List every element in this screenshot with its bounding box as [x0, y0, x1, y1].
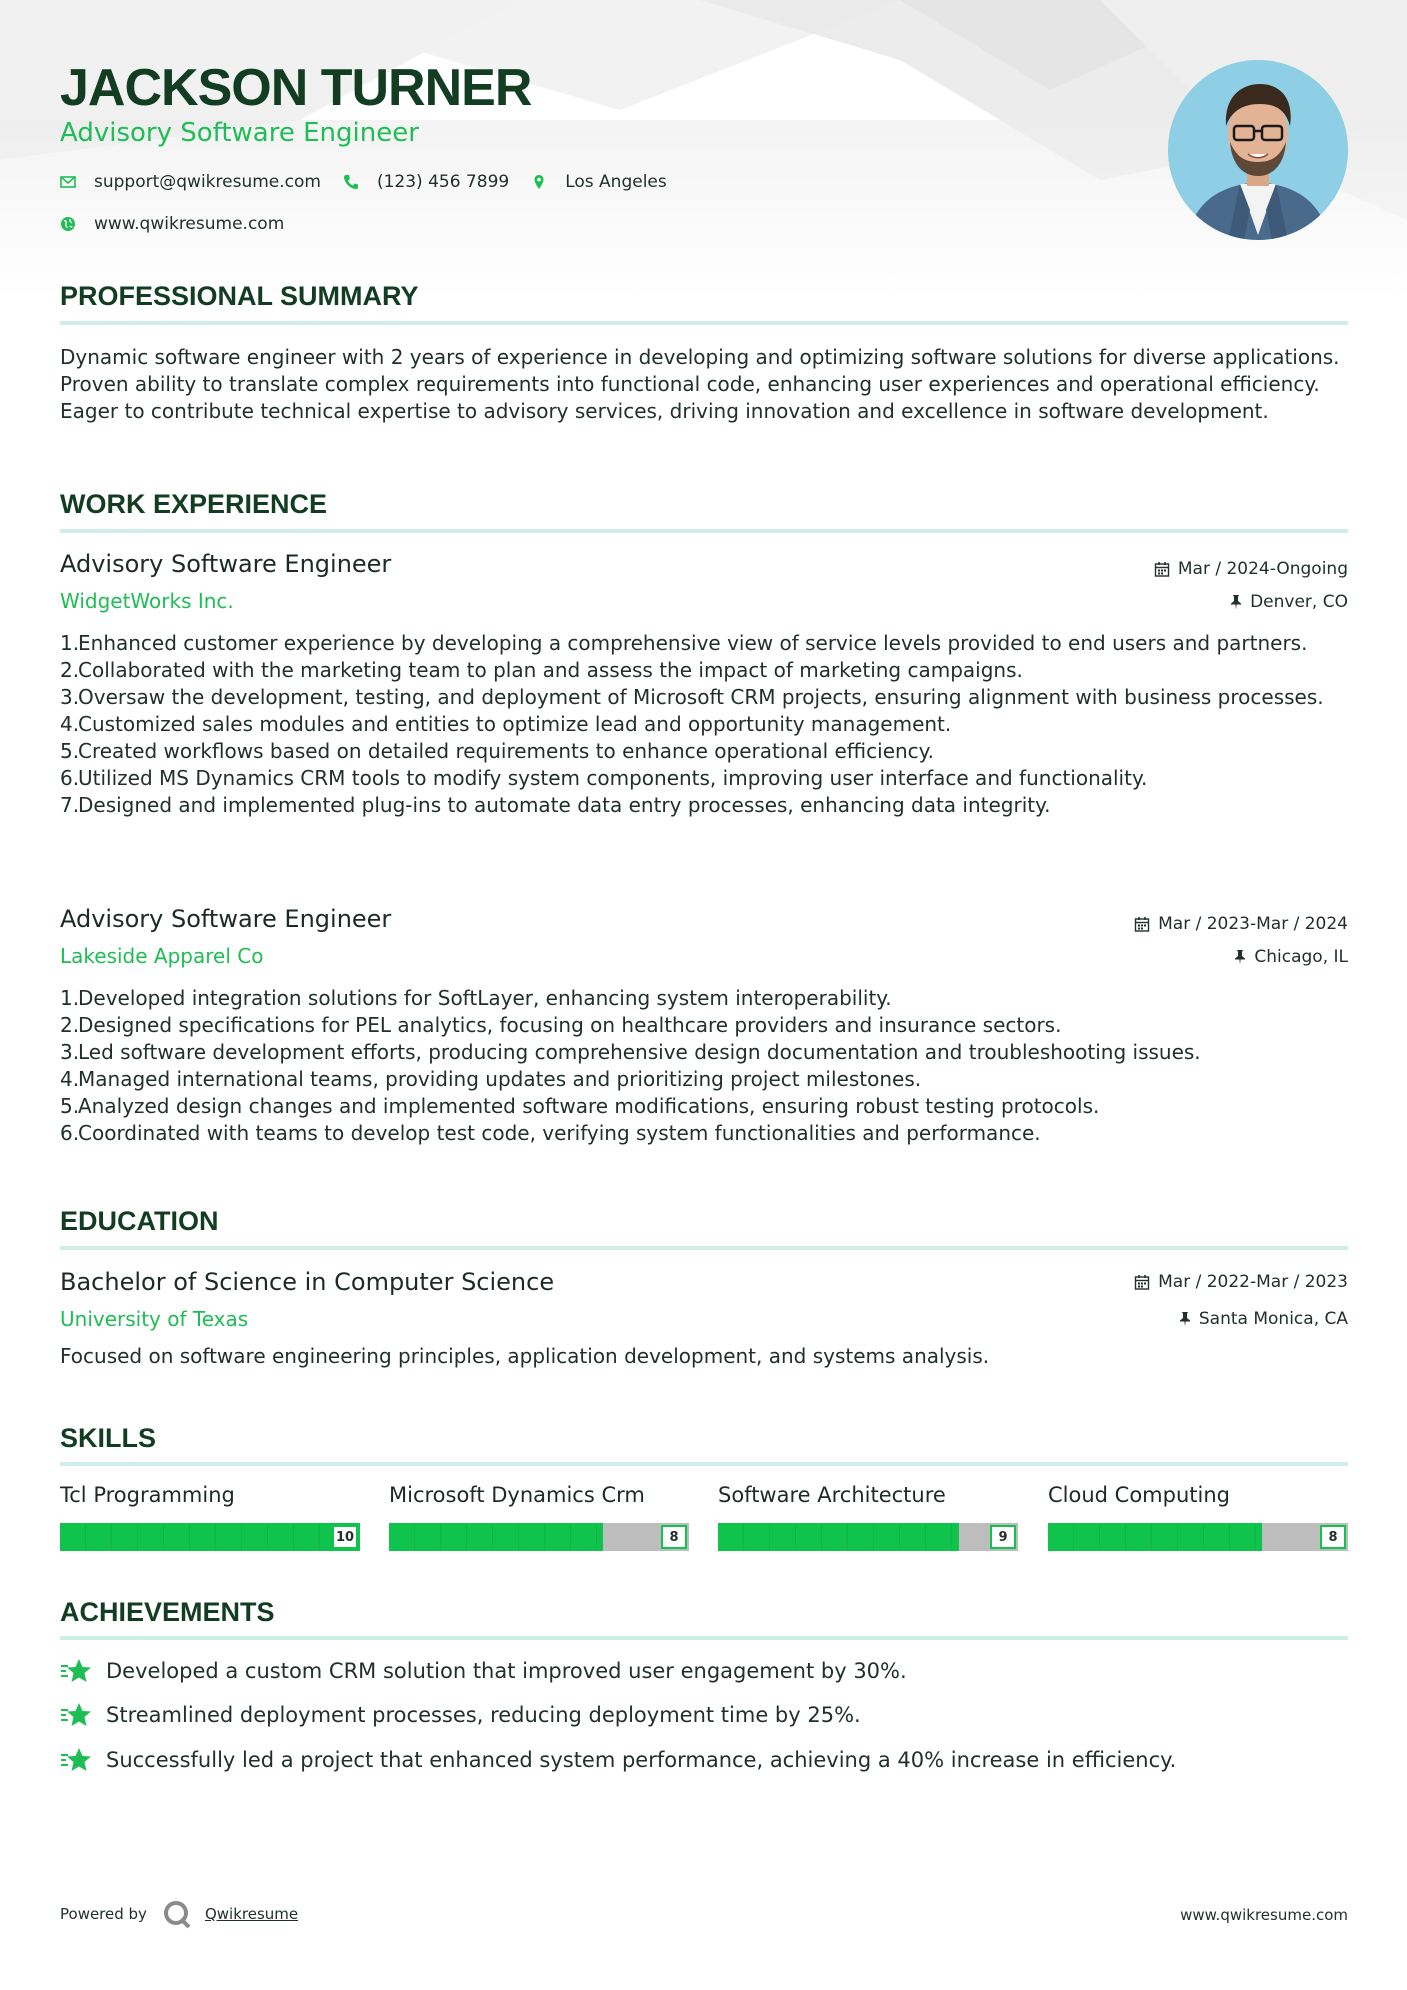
calendar-icon: [1134, 1274, 1150, 1290]
list-item: 3. Led software development efforts, producing comprehensive design documentation and troubleshooting issues.: [60, 1040, 1201, 1064]
footer-powered-by: [60, 1898, 298, 1930]
footer-website[interactable]: www.qwikresume.com: [1180, 1906, 1348, 1924]
skill-name: Software Architecture: [718, 1483, 946, 1507]
skill-meter-fill: [389, 1523, 603, 1551]
location-text: Los Angeles: [565, 172, 667, 192]
skill-item: [389, 1483, 689, 1551]
skill-name: Tcl Programming: [60, 1483, 235, 1507]
experience-heading: WORK EXPERIENCE: [60, 489, 328, 519]
job-location-text: Denver, CO: [1250, 592, 1348, 612]
envelope-icon: [60, 174, 76, 190]
pushpin-icon: [1234, 949, 1246, 965]
achievement-text: Successfully led a project that enhanced system performance, achieving a 40% increase in efficiency.: [106, 1748, 1177, 1772]
list-item: 6. Coordinated with teams to develop test code, verifying system functionalities and performance.: [60, 1121, 1041, 1145]
pushpin-icon: [1230, 594, 1242, 610]
job-location-text: Chicago, IL: [1254, 947, 1348, 967]
pushpin-icon: [1179, 1311, 1191, 1327]
list-item: 1. Developed integration solutions for SoftLayer, enhancing system interoperability.: [60, 986, 892, 1010]
achievement-text: Streamlined deployment processes, reducing deployment time by 25%.: [106, 1703, 861, 1727]
star-icon: [60, 1702, 92, 1728]
skill-level-badge: 10: [332, 1525, 358, 1549]
achievements-divider: [60, 1636, 1348, 1640]
skill-meter: [1048, 1523, 1348, 1551]
job-dates-text: Mar / 2024-Ongoing: [1177, 559, 1348, 579]
job-dates-text: Mar / 2023-Mar / 2024: [1158, 914, 1348, 934]
education-divider: [60, 1246, 1348, 1250]
skill-item: [718, 1483, 1018, 1551]
qwikresume-logo-icon: [161, 1898, 193, 1930]
job-location: [1234, 947, 1348, 967]
skill-level-badge: 8: [661, 1525, 687, 1549]
job-location: [1230, 592, 1348, 612]
job-dates: [1154, 559, 1348, 579]
phone-icon: [343, 174, 359, 190]
powered-by-label: Powered by: [60, 1905, 147, 1923]
skill-meter-fill: [60, 1523, 360, 1551]
summary-divider: [60, 321, 1348, 325]
job-title: Advisory Software Engineer: [60, 550, 392, 578]
email-text[interactable]: support@qwikresume.com: [94, 172, 321, 192]
list-item: 6. Utilized MS Dynamics CRM tools to modify system components, improving user interface and functionality.: [60, 766, 1148, 790]
contact-row: [60, 172, 689, 192]
skill-meter: [60, 1523, 360, 1551]
job-company: Lakeside Apparel Co: [60, 944, 264, 968]
education-dates-text: Mar / 2022-Mar / 2023: [1158, 1272, 1348, 1292]
globe-icon: [60, 216, 76, 232]
achievement-item: [60, 1702, 861, 1728]
job-company: WidgetWorks Inc.: [60, 589, 234, 613]
skill-name: Cloud Computing: [1048, 1483, 1230, 1507]
job-dates: [1134, 914, 1348, 934]
summary-text: Dynamic software engineer with 2 years of experience in developing and optimizing software solutions for diverse applications. Proven ability to translate complex requirements into functional code, enhancing user experiences and operational efficiency. Eager to contribute technical expertise to advisory services, driving innovation and excellence in software development.: [60, 345, 1340, 423]
candidate-name: JACKSON TURNER: [60, 59, 532, 117]
list-item: 7. Designed and implemented plug-ins to automate data entry processes, enhancing data integrity.: [60, 793, 1051, 817]
website-item[interactable]: [60, 214, 284, 234]
education-location: [1179, 1309, 1348, 1329]
job-bullets: [60, 985, 1350, 1147]
star-icon: [60, 1658, 92, 1684]
skill-meter: [718, 1523, 1018, 1551]
achievements-heading: ACHIEVEMENTS: [60, 1597, 275, 1627]
education-dates: [1134, 1272, 1348, 1292]
star-icon: [60, 1747, 92, 1773]
list-item: 4. Customized sales modules and entities to optimize lead and opportunity management.: [60, 712, 952, 736]
email-item[interactable]: [60, 172, 321, 192]
website-text[interactable]: www.qwikresume.com: [94, 214, 285, 234]
job-bullets: [60, 630, 1350, 819]
job-title: Advisory Software Engineer: [60, 905, 392, 933]
skill-name: Microsoft Dynamics Crm: [389, 1483, 645, 1507]
skills-heading: SKILLS: [60, 1423, 157, 1453]
map-pin-icon: [531, 174, 547, 190]
education-location-text: Santa Monica, CA: [1198, 1309, 1348, 1329]
achievement-item: [60, 1658, 907, 1684]
achievement-item: [60, 1747, 1176, 1773]
list-item: 3. Oversaw the development, testing, and deployment of Microsoft CRM projects, ensuring alignment with business processes.: [60, 685, 1324, 709]
phone-text: (123) 456 7899: [376, 172, 510, 192]
list-item: 5. Analyzed design changes and implemented software modifications, ensuring robust testing protocols.: [60, 1094, 1100, 1118]
phone-item[interactable]: [343, 172, 509, 192]
list-item: 2. Collaborated with the marketing team to plan and assess the impact of marketing campaigns.: [60, 658, 1023, 682]
list-item: 1. Enhanced customer experience by developing a comprehensive view of service levels provided to end users and partners.: [60, 631, 1308, 655]
achievement-text: Developed a custom CRM solution that improved user engagement by 30%.: [106, 1659, 907, 1683]
location-item: [531, 172, 667, 192]
education-description: Focused on software engineering principles, application development, and systems analysis.: [60, 1344, 990, 1368]
skill-meter: [389, 1523, 689, 1551]
skills-divider: [60, 1462, 1348, 1466]
qwikresume-link[interactable]: Qwikresume: [204, 1905, 299, 1923]
skill-meter-fill: [718, 1523, 959, 1551]
degree-title: Bachelor of Science in Computer Science: [60, 1268, 555, 1296]
experience-divider: [60, 529, 1348, 533]
skill-meter-fill: [1048, 1523, 1262, 1551]
skill-level-badge: 9: [990, 1525, 1016, 1549]
school-name: University of Texas: [60, 1307, 249, 1331]
website-row: [60, 214, 306, 234]
calendar-icon: [1134, 916, 1150, 932]
calendar-icon: [1154, 561, 1170, 577]
profile-photo: [1168, 60, 1348, 240]
list-item: 2. Designed specifications for PEL analytics, focusing on healthcare providers and insurance sectors.: [60, 1013, 1062, 1037]
list-item: 5. Created workflows based on detailed requirements to enhance operational efficiency.: [60, 739, 935, 763]
skill-item: [60, 1483, 360, 1551]
skill-level-badge: 8: [1320, 1525, 1346, 1549]
summary-heading: PROFESSIONAL SUMMARY: [60, 281, 419, 311]
list-item: 4. Managed international teams, providing updates and prioritizing project milestones.: [60, 1067, 922, 1091]
candidate-title: Advisory Software Engineer: [60, 118, 419, 148]
education-heading: EDUCATION: [60, 1206, 219, 1236]
skill-item: [1048, 1483, 1348, 1551]
